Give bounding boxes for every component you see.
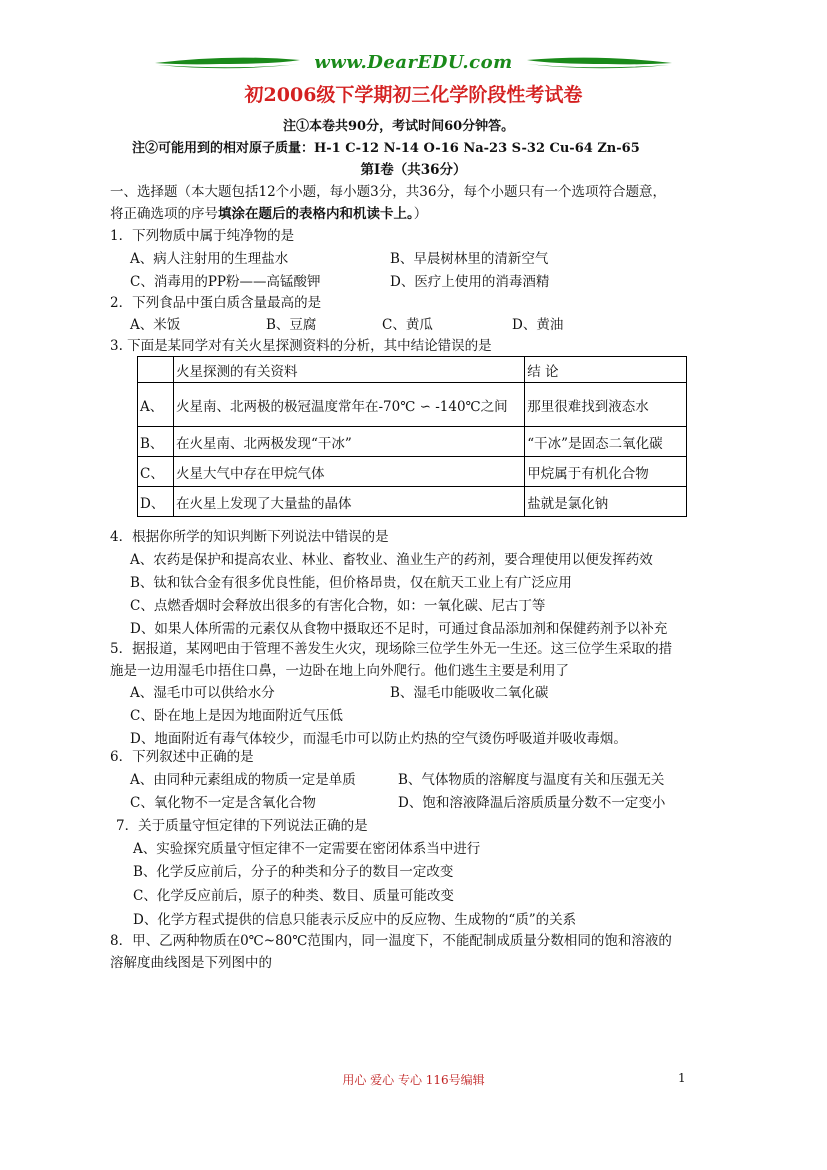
exam-note-2: 注②可能用到的相对原子质量：H-1 C-12 N-14 O-16 Na-23 S-32 Cu-64 Zn-65 bbox=[132, 141, 640, 156]
table-header-row bbox=[138, 357, 687, 383]
q2-option-a: A、米饭 bbox=[130, 317, 181, 333]
exam-title: 初2006级下学期初三化学阶段性考试卷 bbox=[244, 84, 583, 106]
page-number: 1 bbox=[678, 1071, 686, 1085]
table-cell-conclusion: “干冰”是固态二氧化碳 bbox=[525, 427, 687, 457]
table-row bbox=[138, 383, 687, 427]
q1-option-b: B、早晨树林里的清新空气 bbox=[390, 251, 549, 267]
q7-stem: 7．关于质量守恒定律的下列说法正确的是 bbox=[116, 818, 368, 834]
table-row bbox=[138, 427, 687, 457]
q6-option-c: C、氧化物不一定是含氧化合物 bbox=[130, 795, 316, 811]
table-cell-info: 在火星南、北两极发现“干冰” bbox=[173, 427, 524, 457]
q5-option-d: D、地面附近有毒气体较少，而湿毛巾可以防止灼热的空气烫伤呼吸道并吸收毒烟。 bbox=[130, 731, 627, 747]
q6-option-a: A、由同种元素组成的物质一定是单质 bbox=[130, 772, 356, 788]
q7-option-d: D、化学方程式提供的信息只能表示反应中的反应物、生成物的“质”的关系 bbox=[133, 912, 577, 928]
q5-option-b: B、湿毛巾能吸收二氧化碳 bbox=[390, 685, 549, 701]
q8-stem-line2: 溶解度曲线图是下列图中的 bbox=[110, 955, 272, 971]
q7-option-a: A、实验探究质量守恒定律不一定需要在密闭体系当中进行 bbox=[133, 841, 481, 857]
table-header-cell bbox=[138, 357, 174, 383]
q2-option-b: B、豆腐 bbox=[266, 317, 317, 333]
q7-option-b: B、化学反应前后，分子的种类和分子的数目一定改变 bbox=[133, 864, 454, 880]
q4-option-c: C、点燃香烟时会释放出很多的有害化合物，如：一氧化碳、尼古丁等 bbox=[130, 598, 546, 614]
q4-stem: 4．根据你所学的知识判断下列说法中错误的是 bbox=[110, 529, 389, 545]
part-intro-line1: 一、选择题（本大题包括12个小题，每小题3分，共36分，每个小题只有一个选项符合题意， bbox=[110, 184, 666, 200]
table-cell-option: D、 bbox=[138, 487, 174, 517]
q1-option-c: C、消毒用的PP粉——高锰酸钾 bbox=[130, 274, 321, 290]
q3-table bbox=[137, 356, 687, 517]
table-cell-info: 火星南、北两极的极冠温度常年在-70℃ ∽ -140℃之间 bbox=[173, 383, 524, 427]
q4-option-a: A、农药是保护和提高农业、林业、畜牧业、渔业生产的药剂，要合理使用以便发挥药效 bbox=[130, 552, 653, 568]
q4-option-d: D、如果人体所需的元素仅从食物中摄取还不足时，可通过食品添加剂和保健药剂予以补充 bbox=[130, 621, 668, 637]
q6-option-d: D、饱和溶液降温后溶质质量分数不一定变小 bbox=[398, 795, 666, 811]
q2-option-d: D、黄油 bbox=[512, 317, 564, 333]
exam-note-1: 注①本卷共90分，考试时间60分钟答。 bbox=[283, 119, 515, 134]
table-row bbox=[138, 457, 687, 487]
table-cell-conclusion: 那里很难找到液态水 bbox=[525, 383, 687, 427]
site-logo-text: www.DearEDU.com bbox=[314, 52, 513, 73]
table-cell-conclusion: 甲烷属于有机化合物 bbox=[525, 457, 687, 487]
q4-option-b: B、钛和钛合金有很多优良性能，但价格昂贵，仅在航天工业上有广泛应用 bbox=[130, 575, 572, 591]
q1-stem: 1．下列物质中属于纯净物的是 bbox=[110, 228, 295, 244]
part-intro-line2: 将正确选项的序号填涂在题后的表格内和机读卡上。） bbox=[110, 206, 428, 222]
section-title: 第Ⅰ卷（共36分） bbox=[360, 162, 467, 178]
table-cell-info: 火星大气中存在甲烷气体 bbox=[173, 457, 524, 487]
q5-stem-line1: 5．据报道，某网吧由于管理不善发生火灾，现场除三位学生外无一生还。这三位学生采取的措 bbox=[110, 641, 673, 657]
page-footer: 用心 爱心 专心 116号编辑 bbox=[342, 1073, 485, 1087]
table-cell-option: B、 bbox=[138, 427, 174, 457]
q5-option-a: A、湿毛巾可以供给水分 bbox=[130, 685, 275, 701]
table-cell-option: A、 bbox=[138, 383, 174, 427]
table-row bbox=[138, 487, 687, 517]
q6-option-b: B、气体物质的溶解度与温度有关和压强无关 bbox=[398, 772, 665, 788]
table-header-cell: 结 论 bbox=[525, 357, 687, 383]
q7-option-c: C、化学反应前后，原子的种类、数目、质量可能改变 bbox=[133, 888, 454, 904]
table-cell-info: 在火星上发现了大量盐的晶体 bbox=[173, 487, 524, 517]
q5-option-c: C、卧在地上是因为地面附近气压低 bbox=[130, 708, 343, 724]
table-cell-option: C、 bbox=[138, 457, 174, 487]
q8-stem-line1: 8．甲、乙两种物质在0℃~80℃范围内，同一温度下，不能配制成质量分数相同的饱和溶液的 bbox=[110, 933, 672, 949]
q1-option-a: A、病人注射用的生理盐水 bbox=[130, 251, 289, 267]
q5-stem-line2: 施是一边用湿毛巾捂住口鼻，一边卧在地上向外爬行。他们逃生主要是利用了 bbox=[110, 663, 569, 679]
q1-option-d: D、医疗上使用的消毒酒精 bbox=[390, 274, 550, 290]
q6-stem: 6．下列叙述中正确的是 bbox=[110, 749, 254, 765]
q3-stem: 3. 下面是某同学对有关火星探测资料的分析，其中结论错误的是 bbox=[110, 338, 492, 354]
q2-option-c: C、黄瓜 bbox=[382, 317, 433, 333]
q2-stem: 2．下列食品中蛋白质含量最高的是 bbox=[110, 295, 322, 311]
table-cell-conclusion: 盐就是氯化钠 bbox=[525, 487, 687, 517]
table-header-cell: 火星探测的有关资料 bbox=[173, 357, 524, 383]
